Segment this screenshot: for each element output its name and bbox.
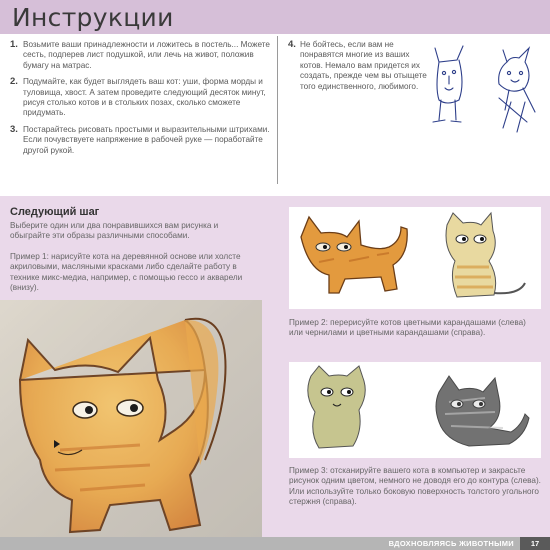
page-header xyxy=(0,0,550,34)
painted-cat-artwork xyxy=(0,300,262,537)
instruction-step-1 xyxy=(10,40,272,71)
example-1-text: Пример 1: нарисуйте кота на деревянной основе или холсте акриловыми, масляными красками либо сделайте работу в технике микс-медиа, например, с помощью гессо и акварели (внизу). xyxy=(10,252,243,293)
next-step-intro: Выберите один или два понравившихся вам рисунка и обыграйте эти образы различными способами. xyxy=(10,221,219,241)
step-text: Постарайтесь рисовать простыми и выразительными штрихами. Если почувствуете напряжение в рабочей руке — поработайте другой рукой. xyxy=(23,124,270,155)
example-2-caption: Пример 2: перерисуйте котов цветными карандашами (слева) или чернилами и цветными карандашами (справа). xyxy=(289,318,526,338)
instruction-step-3 xyxy=(10,125,272,156)
page-title: Инструкции xyxy=(12,3,174,32)
page-number: 17 xyxy=(520,537,550,550)
scanned-and-charcoal-cats xyxy=(289,362,541,458)
step-text: Не бойтесь, если вам не понравятся многие из ваших котов. Немало вам придется их создать, прежде чем вы отыщете того единственного, любимого. xyxy=(300,40,427,91)
instruction-step-4 xyxy=(288,40,428,92)
footer-section-title: ВДОХНОВЛЯЯСЬ ЖИВОТНЫМИ xyxy=(388,539,514,548)
step-number: 2. xyxy=(10,76,18,88)
instruction-step-2 xyxy=(10,77,272,119)
cat-sketch-drawings xyxy=(425,40,545,140)
colored-pencil-cats xyxy=(289,207,541,309)
step-number: 4. xyxy=(288,39,296,50)
next-step-title: Следующий шаг xyxy=(10,206,100,218)
instructions-list xyxy=(10,40,272,162)
step-text: Подумайте, как будет выглядеть ваш кот: уши, форма морды и туловища, хвост. А затем проведите следующий десяток минут, рисуя столько котов и в стольких позах, сколько сможете придумать. xyxy=(23,77,266,118)
column-divider xyxy=(277,36,278,184)
step-number: 3. xyxy=(10,123,18,135)
example-3-caption: Пример 3: отсканируйте вашего кота в компьютер и закрасьте рисунок одним цветом, немного не доводя его до контура (слева). Или используйте только боковую поверхность толстого угольного стержня (справа). xyxy=(289,466,541,507)
step-text: Возьмите ваши принадлежности и ложитесь в постель... Можете сесть, подперев лист подушкой, или лечь на живот, положив бумагу на матрас. xyxy=(23,40,270,70)
step-number: 1. xyxy=(10,39,18,50)
